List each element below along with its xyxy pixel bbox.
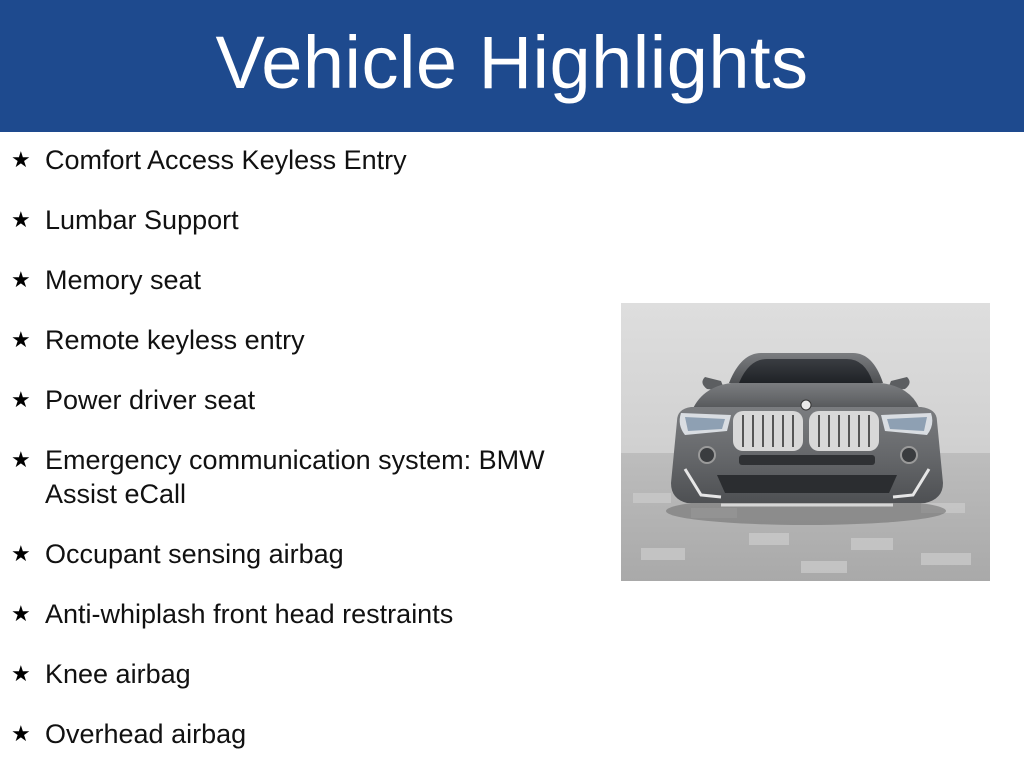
feature-label: Comfort Access Keyless Entry	[45, 145, 407, 175]
page-title: Vehicle Highlights	[215, 21, 809, 104]
feature-label: Lumbar Support	[45, 205, 239, 235]
list-item	[0, 323, 590, 357]
list-item	[0, 203, 590, 237]
star-icon: ★	[11, 387, 31, 412]
list-item	[0, 383, 590, 417]
list-item	[0, 597, 590, 631]
vehicle-illustration	[621, 303, 990, 581]
feature-label: Power driver seat	[45, 385, 256, 415]
list-item	[0, 717, 590, 751]
star-icon: ★	[11, 601, 31, 626]
star-icon: ★	[11, 267, 31, 292]
feature-list	[0, 143, 590, 768]
list-item	[0, 443, 590, 511]
feature-label: Overhead airbag	[45, 719, 247, 749]
list-item	[0, 657, 590, 691]
star-icon: ★	[11, 541, 31, 566]
feature-label: Occupant sensing airbag	[45, 539, 344, 569]
star-icon: ★	[11, 447, 31, 472]
feature-label: Anti-whiplash front head restraints	[45, 599, 454, 629]
feature-label: Memory seat	[45, 265, 202, 295]
star-icon: ★	[11, 721, 31, 746]
feature-label: Remote keyless entry	[45, 325, 305, 355]
star-icon: ★	[11, 147, 31, 172]
star-icon: ★	[11, 661, 31, 686]
list-item	[0, 537, 590, 571]
list-item	[0, 143, 590, 177]
feature-label: Knee airbag	[45, 659, 191, 689]
vehicle-photo	[621, 303, 990, 581]
star-icon: ★	[11, 207, 31, 232]
list-item	[0, 263, 590, 297]
header-bar	[0, 0, 1024, 132]
feature-label: Emergency communication system: BMW Assist eCall	[45, 445, 545, 509]
star-icon: ★	[11, 327, 31, 352]
